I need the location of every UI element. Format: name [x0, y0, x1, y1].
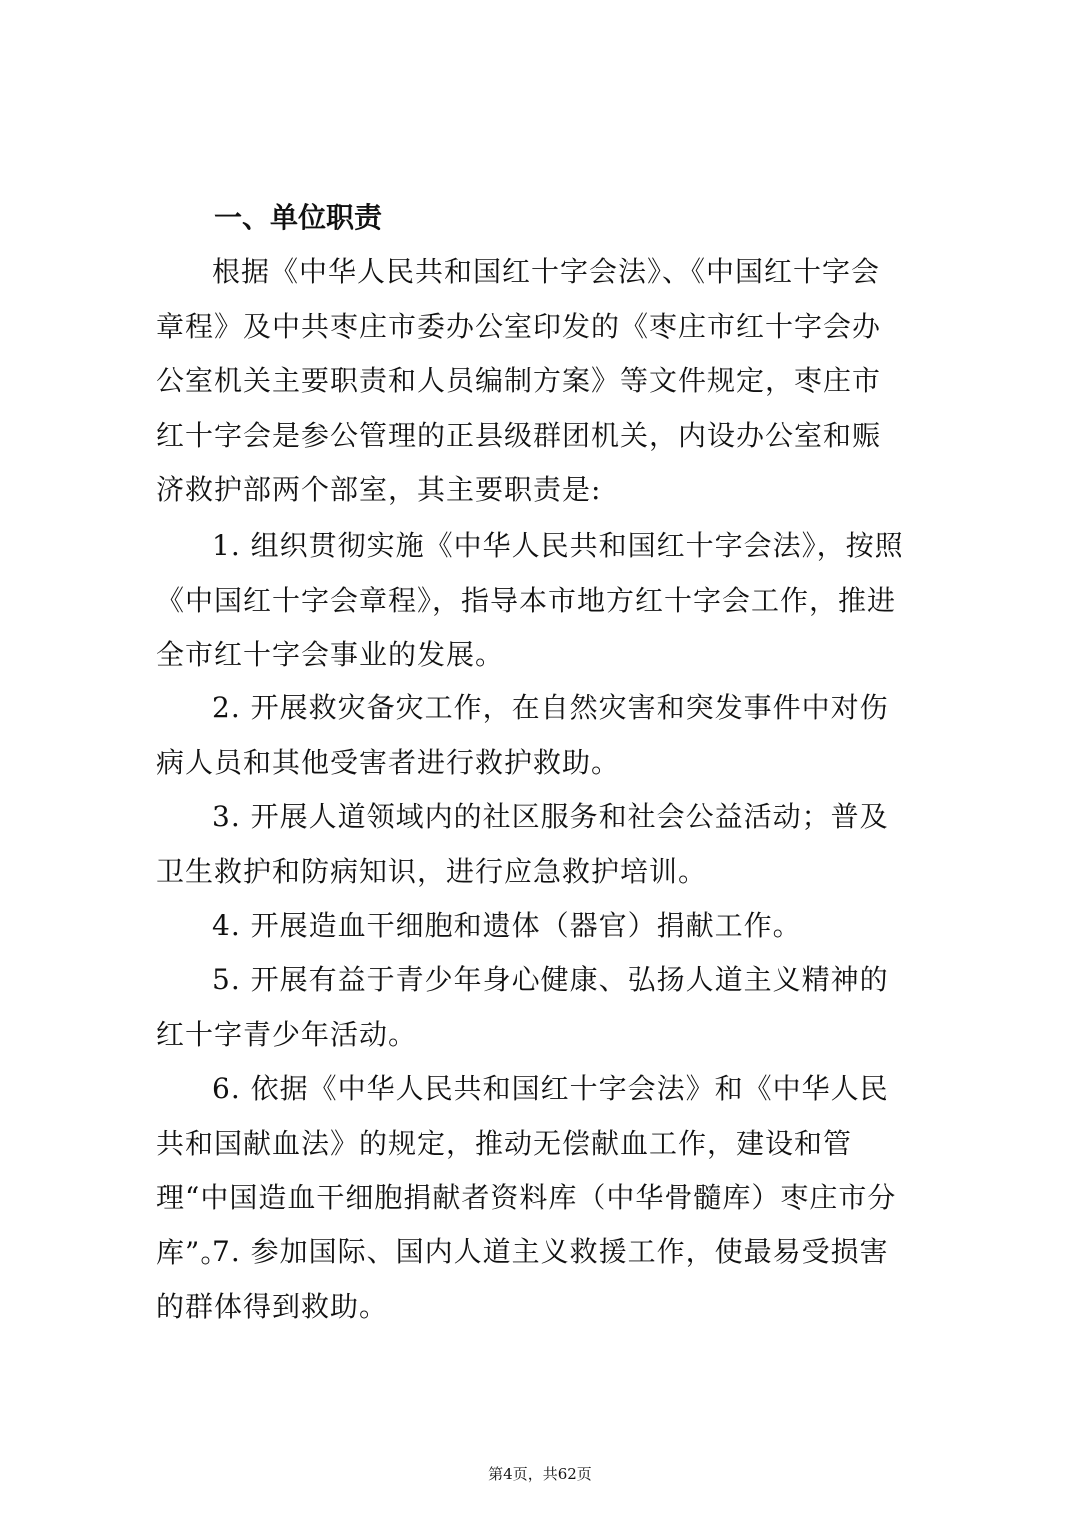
duty-item-5: 5. 开展有益于青少年身心健康、弘扬人道主义精神的红十字青少年活动。 — [156, 963, 889, 1051]
duty-item-7: 7. 参加国际、国内人道主义救援工作，使最易受损害的群体得到救助。 — [156, 1235, 889, 1323]
duty-item-4: 4. 开展造血干细胞和遗体（器官）捐献工作。 — [212, 909, 802, 942]
section-heading: 一、单位职责 — [214, 201, 383, 234]
intro-paragraph: 根据《中华人民共和国红十字会法》、《中国红十字会章程》及中共枣庄市委办公室印发的《枣庄市红十字会办公室机关主要职责和人员编制方案》等文件规定，枣庄市红十字会是参公管理的正县级群团机关，内设办公室和赈济救护部两个部室，其主要职责是: — [156, 255, 882, 506]
duty-item-3: 3. 开展人道领域内的社区服务和社会公益活动；普及卫生救护和防病知识，进行应急救护培训。 — [156, 800, 889, 888]
duty-item-1: 1. 组织贯彻实施《中华人民共和国红十字会法》，按照《中国红十字会章程》，指导本市地方红十字会工作，推进全市红十字会事业的发展。 — [156, 529, 904, 671]
duty-item-6: 6. 依据《中华人民共和国红十字会法》和《中华人民共和国献血法》的规定，推动无偿献血工作，建设和管理“中国造血干细胞捐献者资料库（中华骨髓库）枣庄市分库”。 — [156, 1072, 897, 1269]
page-number: 第4页，共62页 — [488, 1465, 592, 1483]
duty-item-2: 2. 开展救灾备灾工作，在自然灾害和突发事件中对伤病人员和其他受害者进行救护救助。 — [156, 691, 889, 779]
